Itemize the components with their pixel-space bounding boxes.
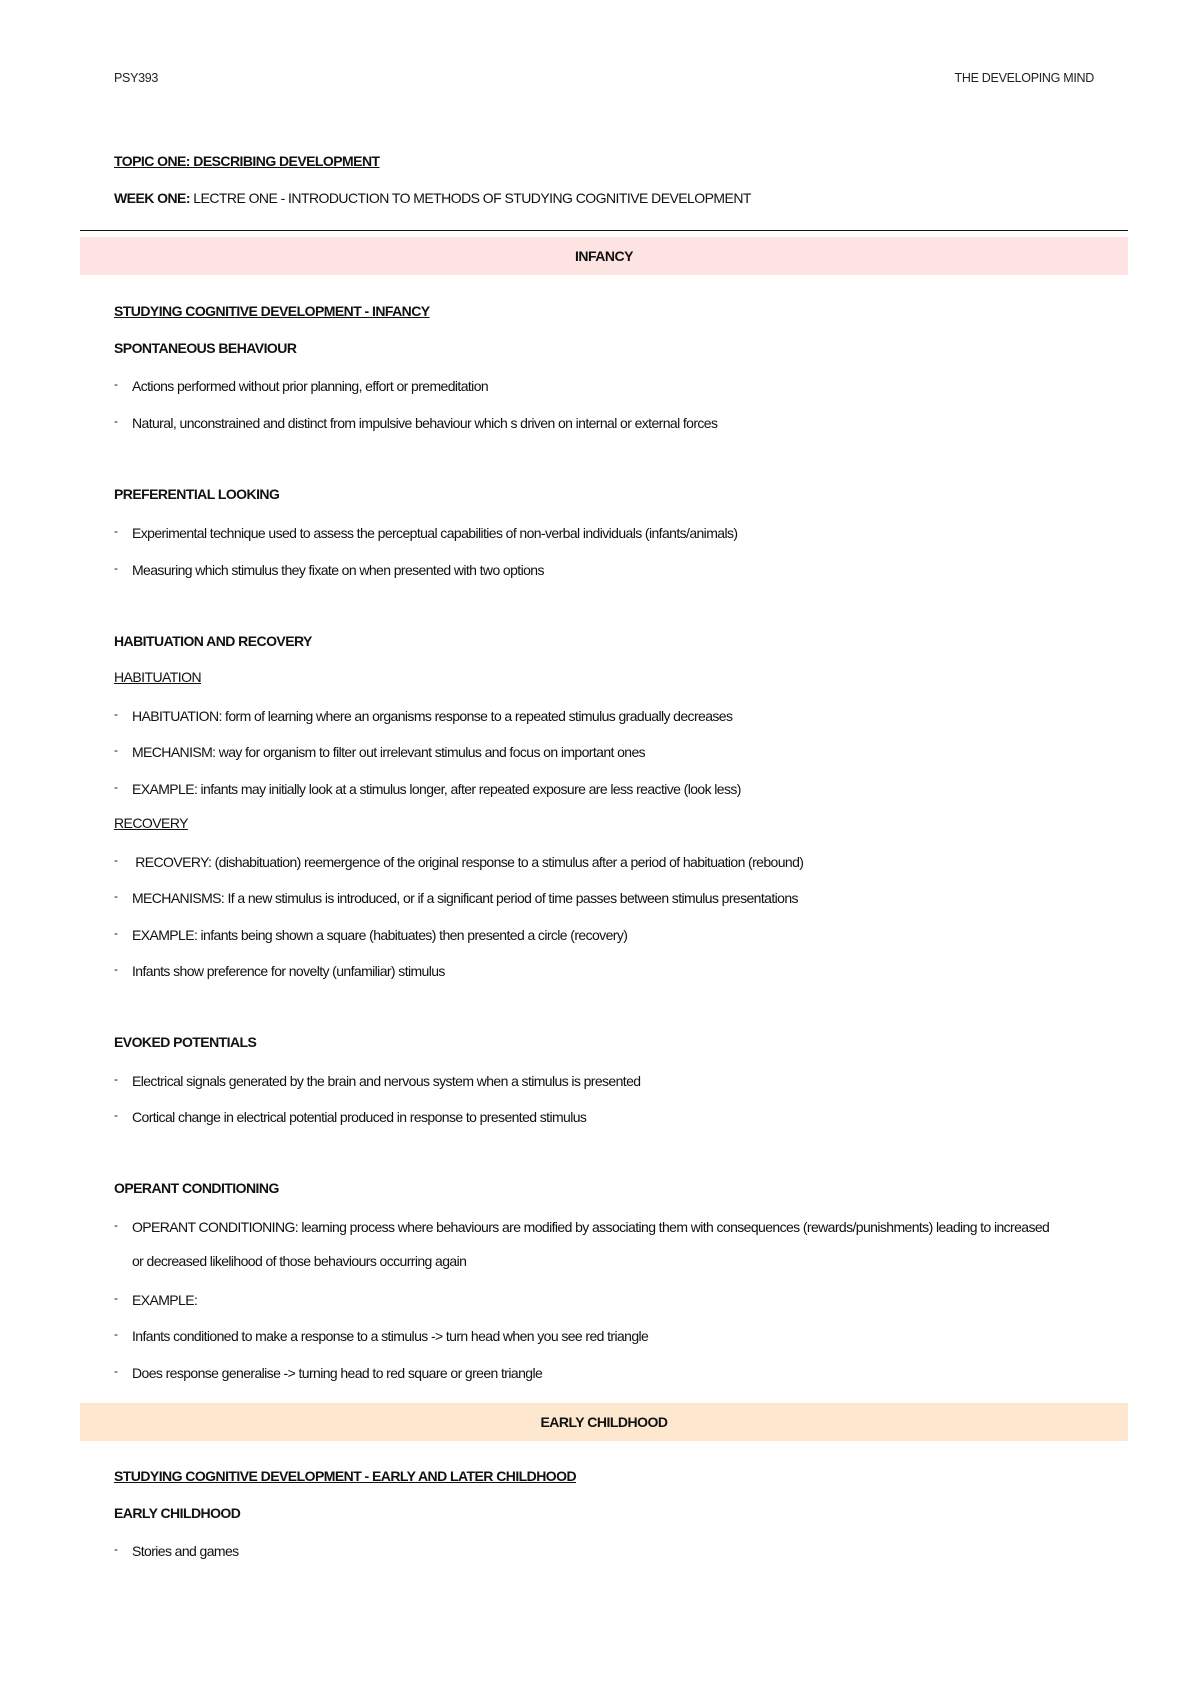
course-code: PSY393 bbox=[114, 71, 159, 85]
bullet-dash: - bbox=[114, 780, 118, 794]
list-item: - Infants conditioned to make a response to a stimulus -> turn head when you see red triangle bbox=[114, 1327, 649, 1344]
infancy-band: INFANCY bbox=[80, 237, 1128, 275]
list-item: - EXAMPLE: infants may initially look at a stimulus longer, after repeated exposure are less reactive (look less) bbox=[114, 780, 741, 797]
list-item: - Does response generalise -> turning head to red square or green triangle bbox=[114, 1364, 543, 1381]
list-item-continuation: or decreased likelihood of those behaviours occurring again bbox=[132, 1253, 467, 1269]
week-label: WEEK ONE: bbox=[114, 190, 190, 206]
list-item: - EXAMPLE: infants being shown a square (habituates) then presented a circle (recovery) bbox=[114, 926, 628, 943]
bullet-dash: - bbox=[114, 414, 118, 428]
list-item: - Measuring which stimulus they fixate on when presented with two options bbox=[114, 561, 544, 578]
bullet-dash: - bbox=[114, 1542, 118, 1556]
bullet-dash: - bbox=[114, 889, 118, 903]
bullet-dash: - bbox=[114, 1072, 118, 1086]
course-title: THE DEVELOPING MIND bbox=[954, 71, 1094, 85]
early-childhood-band: EARLY CHILDHOOD bbox=[80, 1403, 1128, 1441]
section-divider bbox=[80, 230, 1128, 231]
list-item: - MECHANISMS: If a new stimulus is introduced, or if a significant period of time passes between stimulus presentations bbox=[114, 889, 798, 906]
bullet-dash: - bbox=[114, 561, 118, 575]
week-text: LECTRE ONE - INTRODUCTION TO METHODS OF STUDYING COGNITIVE DEVELOPMENT bbox=[189, 190, 751, 206]
bullet-dash: - bbox=[114, 1364, 118, 1378]
topic-title: TOPIC ONE: DESCRIBING DEVELOPMENT bbox=[114, 153, 380, 169]
list-item: - MECHANISM: way for organism to filter out irrelevant stimulus and focus on important ones bbox=[114, 743, 646, 760]
preferential-heading: PREFERENTIAL LOOKING bbox=[114, 486, 280, 502]
bullet-dash: - bbox=[114, 926, 118, 940]
bullet-dash: - bbox=[114, 1291, 118, 1305]
bullet-dash: - bbox=[114, 1327, 118, 1341]
early-section-title: STUDYING COGNITIVE DEVELOPMENT - EARLY AND LATER CHILDHOOD bbox=[114, 1468, 577, 1484]
evoked-heading: EVOKED POTENTIALS bbox=[114, 1034, 257, 1050]
bullet-dash: - bbox=[114, 853, 118, 867]
list-item: - EXAMPLE: bbox=[114, 1291, 198, 1308]
spontaneous-heading: SPONTANEOUS BEHAVIOUR bbox=[114, 340, 297, 356]
bullet-dash: - bbox=[114, 962, 118, 976]
early-childhood-heading: EARLY CHILDHOOD bbox=[114, 1505, 241, 1521]
list-item: - Cortical change in electrical potential produced in response to presented stimulus bbox=[114, 1108, 587, 1125]
infancy-section-title: STUDYING COGNITIVE DEVELOPMENT - INFANCY bbox=[114, 303, 430, 319]
list-item: - Actions performed without prior planning, effort or premeditation bbox=[114, 377, 489, 394]
bullet-dash: - bbox=[114, 377, 118, 391]
bullet-dash: - bbox=[114, 1218, 118, 1232]
list-item: - Stories and games bbox=[114, 1542, 239, 1559]
list-item: - RECOVERY: (dishabituation) reemergence of the original response to a stimulus after a period of habituation (rebound) bbox=[114, 853, 804, 870]
habituation-heading: HABITUATION AND RECOVERY bbox=[114, 633, 312, 649]
list-item: - Electrical signals generated by the brain and nervous system when a stimulus is presented bbox=[114, 1072, 641, 1089]
bullet-dash: - bbox=[114, 1108, 118, 1122]
week-line bbox=[114, 190, 751, 206]
list-item: - Infants show preference for novelty (unfamiliar) stimulus bbox=[114, 962, 445, 979]
habituation-subheading: HABITUATION bbox=[114, 669, 202, 685]
list-item: - Experimental technique used to assess the perceptual capabilities of non-verbal individuals (infants/animals) bbox=[114, 524, 738, 541]
list-item: - Natural, unconstrained and distinct from impulsive behaviour which s driven on internal or external forces bbox=[114, 414, 718, 431]
recovery-subheading: RECOVERY bbox=[114, 815, 188, 831]
bullet-dash: - bbox=[114, 524, 118, 538]
list-item: - HABITUATION: form of learning where an organisms response to a repeated stimulus gradually decreases bbox=[114, 707, 733, 724]
bullet-dash: - bbox=[114, 743, 118, 757]
operant-heading: OPERANT CONDITIONING bbox=[114, 1180, 279, 1196]
list-item: - OPERANT CONDITIONING: learning process where behaviours are modified by associating them with consequences (rewards/punishments) leading to increased bbox=[114, 1218, 1050, 1235]
bullet-dash: - bbox=[114, 707, 118, 721]
